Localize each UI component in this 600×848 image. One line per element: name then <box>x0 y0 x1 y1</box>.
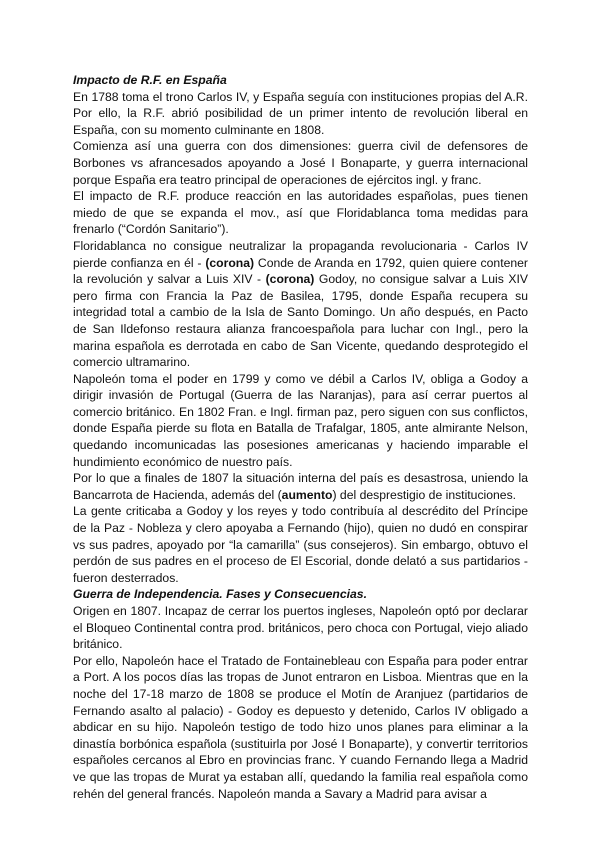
paragraph-6-text-2: ) del desprestigio de instituciones. <box>332 487 517 502</box>
paragraph-5: Napoleón toma el poder en 1799 y como ve débil a Carlos IV, obliga a Godoy a dirigir invasión de Portugal (Guerra de las Naranjas), para así cerrar puertos al comercio británico. En 1802 Fran. e Ingl. firman paz, pero siguen con sus conflictos, donde España pierde su flota en Batalla de Trafalgar, 1805, ante almirante Nelson, quedando incomunicadas las posesiones americanas y haciendo imparable el hundimiento económico de nuestro país. <box>73 371 528 469</box>
paragraph-4-text-1: Floridablanca no consigue neutralizar la propaganda revolucionaria - Carlos IV pierde confianza en él - <box>73 238 528 270</box>
paragraph-4-text-2: Conde de Aranda en 1792, quien quiere contener la revolución y salvar a Luis XIV - <box>73 255 528 287</box>
paragraph-4 <box>73 238 528 371</box>
paragraph-6-text-1: Por lo que a finales de 1807 la situación interna del país es desastrosa, uniendo la Bancarrota de Hacienda, además del ( <box>73 471 528 502</box>
paragraph-6-bold-1: aumento <box>281 487 333 502</box>
paragraph-8: Origen en 1807. Incapaz de cerrar los puertos ingleses, Napoleón optó por declarar el Bloqueo Continental contra prod. británicos, pero choca con Portugal, viejo aliado británico. <box>73 604 528 652</box>
paragraph-4-bold-1: (corona) <box>205 255 255 270</box>
paragraph-4-text-3: Godoy, no consigue salvar a Luis XIV pero firma con Francia la Paz de Basilea, 1795, donde España recupera su integridad total a cambio de la Isla de Santo Domingo. Un año después, en Pacto de San Ildefonso restaura alianza francoespañola para luchar con Ingl., pero la marina española es derrotada en cabo de San Vicente, quedando desprotegido el comercio ultramarino. <box>73 272 528 370</box>
paragraph-2: Comienza así una guerra con dos dimensiones: guerra civil de defensores de Borbones vs afrancesados apoyando a José I Bonaparte, y guerra internacional porque España era teatro principal de operaciones de ejércitos ingl. y franc. <box>73 139 528 187</box>
paragraph-6 <box>73 470 528 503</box>
paragraph-3: El impacto de R.F. produce reacción en las autoridades españolas, pues tienen miedo de que se expanda el mov., así que Floridablanca toma medidas para frenarlo (“Cordón Sanitario”). <box>73 189 528 237</box>
section-heading-impacto: Impacto de R.F. en España <box>73 73 227 87</box>
paragraph-9: Por ello, Napoleón hace el Tratado de Fontainebleau con España para poder entrar a Port. A los pocos días las tropas de Junot entraron en Lisboa. Mientras que en la noche del 17-18 marzo de 1808 se produce el Motín de Aranjuez (partidarios de Fernando asalto al palacio) - Godoy es depuesto y detenido, Carlos IV obligado a abdicar en su hijo. Napoleón testigo de todo hizo unos planes para eliminar a la dinastía borbónica española (sustituirla por José I Bonaparte), y convertir territorios españoles cercanos al Ebro en provincias franc. Y cuando Fernando llega a Madrid ve que las tropas de Murat ya estaban allí, quedando la familia real española como rehén del general francés. Napoleón manda a Savary a Madrid para avisar a <box>73 653 528 801</box>
paragraph-1: En 1788 toma el trono Carlos IV, y España seguía con instituciones propias del A.R. Por ello, la R.F. abrió posibilidad de un primer intento de revolución liberal en España, con su momento culminante en 1808. <box>73 89 528 137</box>
section-heading-guerra: Guerra de Independencia. Fases y Consecuencias. <box>73 587 367 602</box>
paragraph-4-bold-2: (corona) <box>265 272 315 287</box>
paragraph-7: La gente criticaba a Godoy y los reyes y todo contribuía al descrédito del Príncipe de la Paz - Nobleza y clero apoyaba a Fernando (hijo), quien no dudó en conspirar vs sus padres, apoyado por “la camarilla” (sus consejeros). Sin embargo, obtuvo el perdón de sus padres en el proceso de El Escorial, donde delató a sus partidarios - fueron desterrados. <box>73 504 528 585</box>
